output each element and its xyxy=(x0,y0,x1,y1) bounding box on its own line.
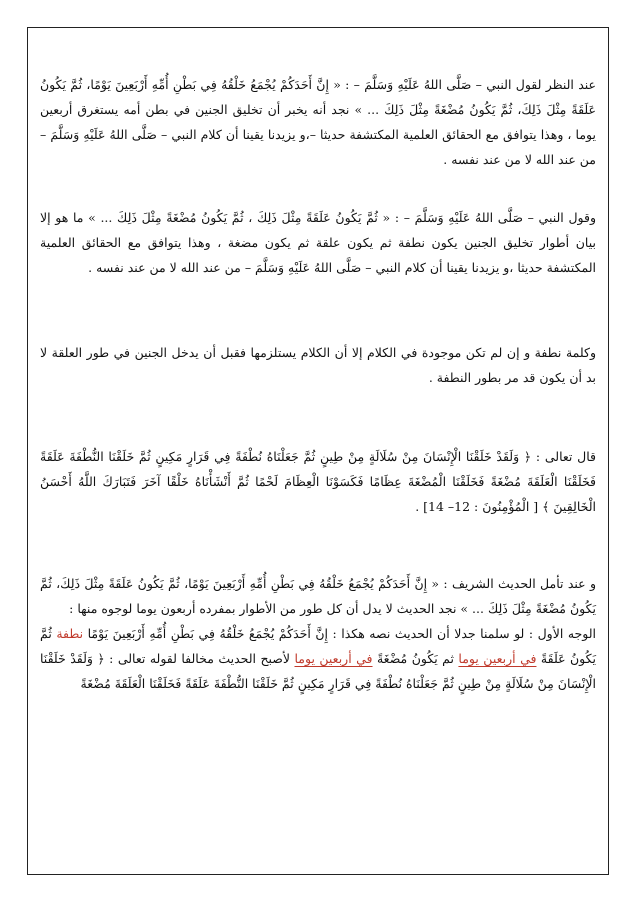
first-aspect-mudgha: ثم يَكُونُ مُضْغَةً xyxy=(372,651,459,666)
highlight-forty-days-1: في أربعين يوما xyxy=(458,651,537,666)
page-frame xyxy=(27,27,609,875)
paragraph-hadith-reflection: و عند تأمل الحديث الشريف : « إِنَّ أَحَدَكُمْ يُجْمَعُ خَلْقُهُ فِي بَطْنِ أُمِّهِ أَرْبَعِينَ يَوْمًا، ثُمَّ يَكُونُ عَلَقَةً مِثْلَ ذَلِكَ، ثُمَّ يَكُونُ مُضْغَةً مِثْلَ ذَلِكَ ... » نجد الحديث لا يدل أن كل طور من الأطوار بمفرده أربعون يوما لوجوه منها : xyxy=(40,576,596,616)
paragraph-spacer xyxy=(40,172,596,205)
first-aspect-conclusion: لأصبح الحديث مخالفا لقوله تعالى : ﴿ وَلَقَدْ خَلَقْنَا الْإِنْسَانَ مِنْ سُلَالَةٍ مِنْ طِينٍ ثُمَّ جَعَلْنَاهُ نُطْفَةً فِي قَرَارٍ مَكِينٍ ثُمَّ خَلَقْنَا النُّطْفَةَ عَلَقَةً فَخَلَقْنَا الْعَلَقَةَ مُضْغَةً xyxy=(40,651,596,691)
paragraph-hadith-analysis: عند النظر لقول النبي – صَلَّى اللهُ عَلَيْهِ وَسَلَّمَ – : « إِنَّ أَحَدَكُمْ يُجْمَعُ خَلْقُهُ فِي بَطْنِ أُمِّهِ أَرْبَعِينَ يَوْمًا، ثُمَّ يَكُونُ عَلَقَةً مِثْلَ ذَلِكَ، ثُمَّ يَكُونُ مُضْغَةً مِثْلَ ذَلِكَ ... » نجد أنه يخبر أن تخليق الجنين في بطن أمه يستغرق أربعين يوما ، وهذا يتوافق مع الحقائق العلمية المكتشفة حديثا –،و يزيدنا يقينا أن كلام النبي – صَلَّى اللهُ عَلَيْهِ وَسَلَّمَ – من عند الله لا من عند نفسه . xyxy=(40,77,596,167)
paragraph-spacer xyxy=(40,519,596,571)
paragraph-first-aspect xyxy=(40,621,596,696)
document-body xyxy=(40,72,596,696)
highlight-forty-days-2: في أربعين يوما xyxy=(294,651,373,666)
paragraph-embryo-stages: وقول النبي – صَلَّى اللهُ عَلَيْهِ وَسَلَّمَ – : « ثُمَّ يَكُونُ عَلَقَةً مِثْلَ ذَلِكَ ، ثُمَّ يَكُونُ مُضْغَةً مِثْلَ ذَلِكَ ... » ما هو إلا بيان أطوار تخليق الجنين يكون نطفة ثم يكون علقة ثم يكون مضغة ، وهذا يتوافق مع الحقائق العلمية المكتشفة حديثا ،و يزيدنا يقينا أن كلام النبي – صَلَّى اللهُ عَلَيْهِ وَسَلَّمَ – من عند الله لا من عند نفسه . xyxy=(40,210,596,275)
paragraph-nutfa-word: وكلمة نطفة و إن لم تكن موجودة في الكلام إلا أن الكلام يستلزمها فقبل أن يدخل الجنين في طور العلقة لا بد أن يكون قد مر بطور النطفة . xyxy=(40,345,596,385)
first-aspect-alaqa: ثُمَّ يَكُونُ عَلَقَةً xyxy=(40,626,597,666)
first-aspect-intro: الوجه الأول : لو سلمنا جدلا أن الحديث نصه هكذا : إِنَّ أَحَدَكُمْ يُجْمَعُ خَلْقُهُ فِي بَطْنِ أُمِّهِ أَرْبَعِينَ يَوْمًا xyxy=(87,626,596,641)
highlight-nutfa: نطفة xyxy=(56,626,88,641)
paragraph-quran-verse: قال تعالى : ﴿ وَلَقَدْ خَلَقْنَا الْإِنْسَانَ مِنْ سُلَالَةٍ مِنْ طِينٍ ثُمَّ جَعَلْنَاهُ نُطْفَةً فِي قَرَارٍ مَكِينٍ ثُمَّ خَلَقْنَا النُّطْفَةَ عَلَقَةً فَخَلَقْنَا الْعَلَقَةَ مُضْغَةً فَخَلَقْنَا الْمُضْغَةَ عِظَامًا فَكَسَوْنَا الْعِظَامَ لَحْمًا ثُمَّ أَنْشَأْنَاهُ خَلْقًا آخَرَ فَتَبَارَكَ اللَّهُ أَحْسَنُ الْخَالِقِينَ ﴾ [ الْمُؤْمِنُونَ : 12– 14] . xyxy=(40,449,596,514)
paragraph-spacer xyxy=(40,280,596,340)
paragraph-spacer xyxy=(40,390,596,444)
